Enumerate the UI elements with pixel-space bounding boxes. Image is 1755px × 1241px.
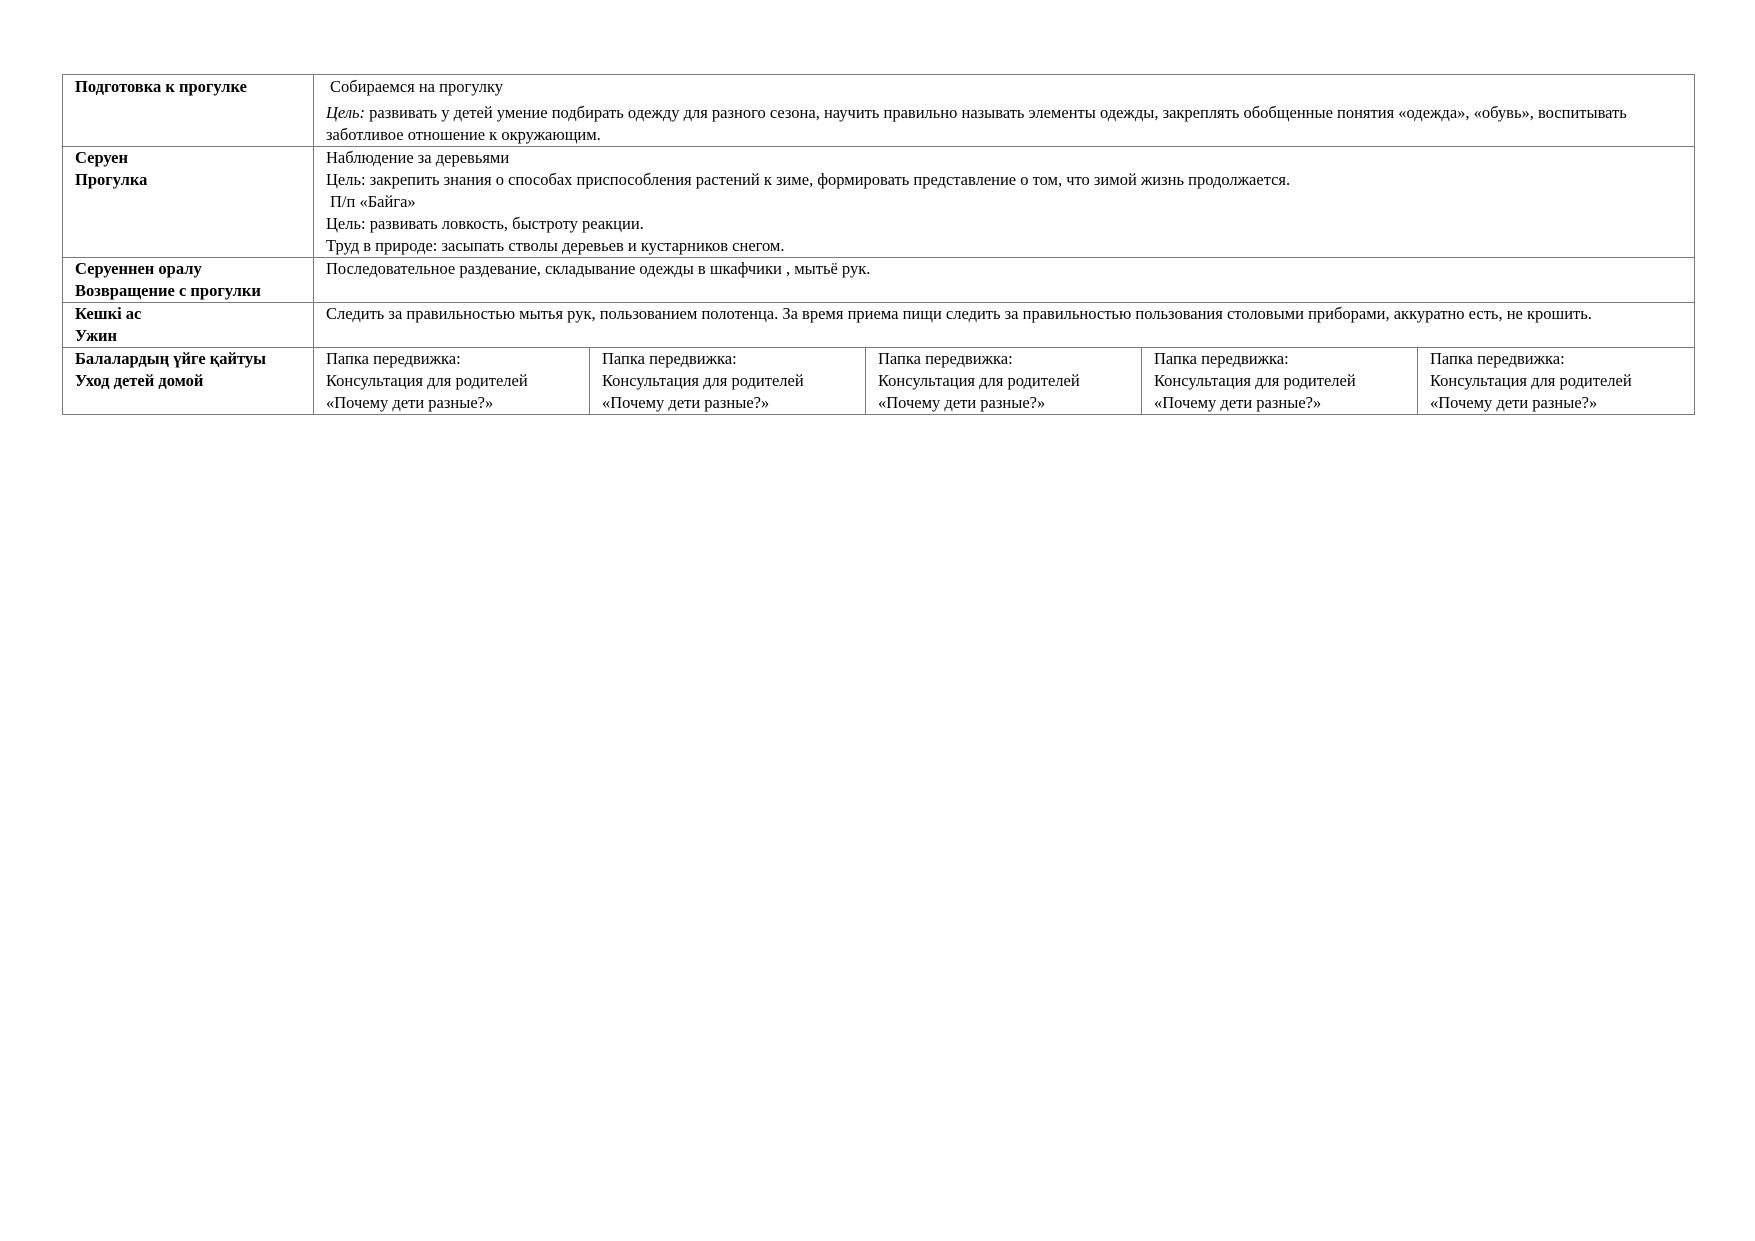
day-2-consultation: Консультация для родителей [602, 371, 804, 390]
day-2-topic: «Почему дети разные?» [602, 393, 770, 412]
day-3-consultation: Консультация для родителей [878, 371, 1080, 390]
row-label-walk-prep [63, 75, 314, 147]
going-home-day-2 [590, 348, 866, 415]
day-3-topic: «Почему дети разные?» [878, 393, 1046, 412]
return-text: Последовательное раздевание, складывание одежды в шкафчики , мытьё рук. [326, 259, 871, 278]
going-home-label-ru: Уход детей домой [75, 371, 204, 390]
row-label-dinner [63, 303, 314, 348]
going-home-day-5 [1418, 348, 1695, 415]
walk-line-labor: Труд в природе: засыпать стволы деревьев и кустарников снегом. [326, 236, 785, 255]
table-row-return [63, 258, 1695, 303]
row-label-going-home [63, 348, 314, 415]
walk-content [314, 147, 1695, 258]
dinner-content [314, 303, 1695, 348]
row-label-walk [63, 147, 314, 258]
return-label-ru: Возвращение с прогулки [75, 281, 261, 300]
day-3-folder: Папка передвижка: [878, 349, 1013, 368]
walk-prep-label: Подготовка к прогулке [75, 77, 247, 96]
day-1-folder: Папка передвижка: [326, 349, 461, 368]
return-content [314, 258, 1695, 303]
walk-line-goal-1: Цель: закрепить знания о способах приспособления растений к зиме, формировать представление о том, что зимой жизнь продолжается. [326, 170, 1291, 189]
table-row-dinner [63, 303, 1695, 348]
going-home-day-3 [866, 348, 1142, 415]
walk-label-ru: Прогулка [75, 170, 148, 189]
dinner-text: Следить за правильностью мытья рук, пользованием полотенца. За время приема пищи следить за правильностью пользования столовыми приборами, аккуратно есть, не крошить. [326, 304, 1592, 323]
dinner-label-kz: Кешкі ас [75, 304, 142, 323]
going-home-day-1 [314, 348, 590, 415]
walk-prep-title: Собираемся на прогулку [330, 77, 504, 96]
dinner-label-ru: Ужин [75, 326, 118, 345]
walk-line-game: П/п «Байга» [330, 192, 416, 211]
walk-prep-content [314, 75, 1695, 147]
table-row-walk [63, 147, 1695, 258]
walk-line-observation: Наблюдение за деревьями [326, 148, 510, 167]
day-1-consultation: Консультация для родителей [326, 371, 528, 390]
day-2-folder: Папка передвижка: [602, 349, 737, 368]
daily-plan-table [62, 74, 1695, 415]
walk-label-kz: Серуен [75, 148, 128, 167]
table-row-walk-prep [63, 75, 1695, 147]
walk-prep-goal-text: развивать у детей умение подбирать одежду для разного сезона, научить правильно называть элементы одежды, закреплять обобщенные понятия «одежда», «обувь», воспитывать заботливое отношение к окружающим. [326, 103, 1627, 144]
day-1-topic: «Почему дети разные?» [326, 393, 494, 412]
going-home-day-4 [1142, 348, 1418, 415]
day-5-folder: Папка передвижка: [1430, 349, 1565, 368]
return-label-kz: Серуеннен оралу [75, 259, 202, 278]
walk-prep-goal-prefix: Цель: [326, 103, 366, 122]
table-row-going-home [63, 348, 1695, 415]
day-4-folder: Папка передвижка: [1154, 349, 1289, 368]
day-4-topic: «Почему дети разные?» [1154, 393, 1322, 412]
walk-line-goal-2: Цель: развивать ловкость, быстроту реакции. [326, 214, 644, 233]
going-home-label-kz: Балалардың үйге қайтуы [75, 349, 267, 368]
walk-prep-goal [326, 102, 1682, 146]
row-label-return [63, 258, 314, 303]
day-4-consultation: Консультация для родителей [1154, 371, 1356, 390]
day-5-consultation: Консультация для родителей [1430, 371, 1632, 390]
day-5-topic: «Почему дети разные?» [1430, 393, 1598, 412]
